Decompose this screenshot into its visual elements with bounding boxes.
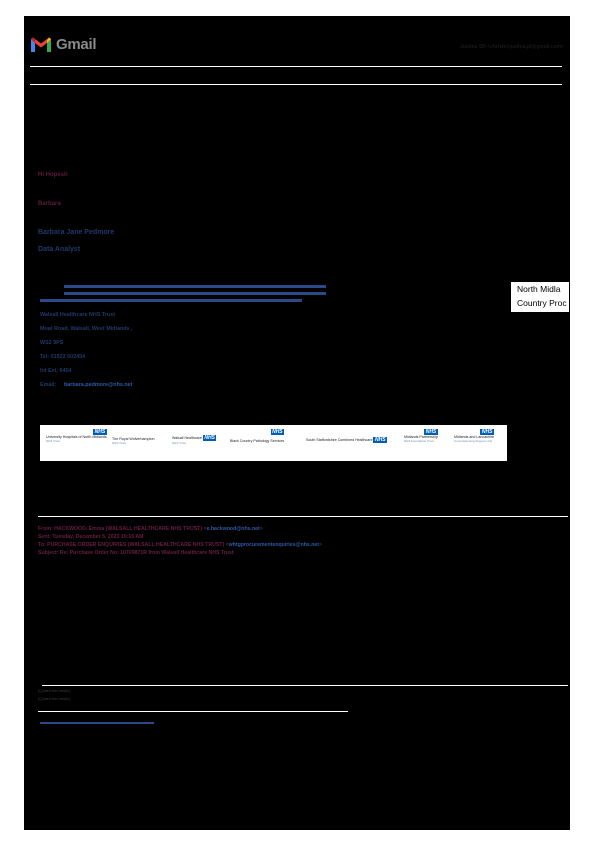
- nhs-partner-logos: [40, 425, 507, 461]
- to-email-link[interactable]: whtgprocurementenquiries@nhs.net: [228, 542, 320, 548]
- cropped-banner-line: Country Proc: [517, 298, 567, 308]
- quoted-text-toggle[interactable]: [Quoted text hidden]: [38, 689, 71, 693]
- signature-extension: Int Ext. 6454: [40, 368, 72, 374]
- nhs-icon: NHS: [481, 429, 493, 435]
- greeting-text: Hi Hopesh: [38, 172, 68, 178]
- from-name: HACKWOOD, Emma (WALSALL HEALTHCARE NHS TRUST) <: [54, 526, 207, 532]
- signature-name: Barbara Jane Pedmore: [38, 229, 115, 236]
- signature-org: Walsall Healthcare NHS Trust: [40, 312, 115, 318]
- logo-royal-wolverhampton: [112, 437, 154, 446]
- gmail-logo[interactable]: [30, 36, 96, 53]
- cropped-banner-image: [511, 282, 569, 312]
- nhs-icon: NHS: [204, 435, 215, 441]
- forwarded-from: [38, 526, 263, 532]
- account-email: Justina SR <christel.justina.pf@gmail.com>: [459, 44, 564, 50]
- gmail-wordmark: Gmail: [56, 36, 97, 53]
- signature-bar: [64, 285, 326, 288]
- from-end: >: [259, 526, 263, 532]
- cropped-banner-line: North Midla: [517, 284, 561, 294]
- quoted-text-toggle[interactable]: [Quoted text hidden]: [38, 697, 71, 701]
- logo-midlands-partnership: [404, 429, 438, 444]
- logo-sub: NHS Trust: [46, 439, 60, 444]
- logo-uhnm: [46, 429, 107, 444]
- from-email-link[interactable]: e.hackwood@nhs.net: [206, 526, 260, 532]
- logo-name: Walsall Healthcare: [172, 436, 202, 440]
- signature-bar: [64, 292, 326, 295]
- logo-sub: NHS Trust: [112, 441, 126, 446]
- quoted-divider: [42, 685, 568, 686]
- to-end: >: [319, 542, 323, 548]
- signature-phone: Tel: 01922 602454: [40, 354, 86, 360]
- logo-name: Black Country Pathology Services: [230, 439, 285, 443]
- nhs-icon: NHS: [425, 429, 437, 435]
- forwarded-subject: Subject: Re: Purchase Order No: 10709871R from Walsall Healthcare NHS Trust: [38, 550, 234, 556]
- signature-address: Moat Road, Walsall, West Midlands ,: [40, 326, 133, 332]
- signature-email-label: Email:: [40, 382, 57, 388]
- logo-sub: NHS Foundation Trust: [404, 439, 434, 444]
- logo-midlands-lancashire: [454, 429, 494, 444]
- logo-black-country: [230, 429, 284, 443]
- logo-south-staffs: [306, 437, 387, 443]
- signature-bar: [40, 299, 302, 302]
- logo-name: Midlands and Lancashire: [454, 435, 494, 439]
- nhs-icon: NHS: [272, 429, 283, 435]
- logo-sub: NHS Trust: [172, 441, 186, 445]
- nhs-icon: NHS: [374, 437, 386, 443]
- logo-walsall: [172, 435, 216, 445]
- signature-postcode: WS2 9PS: [40, 340, 64, 346]
- footer-divider: [38, 711, 348, 712]
- from-label: From:: [38, 526, 55, 532]
- header-divider: [30, 66, 562, 67]
- forwarded-sent: Sent: Tuesday, December 5, 2023 10:15 AM: [38, 534, 144, 540]
- forwarded-to: [38, 542, 322, 548]
- signature-email-link[interactable]: barbara.pedmore@nhs.net: [64, 382, 133, 388]
- to-prefix: To: PURCHASE ORDER ENQUIRIES (WALSALL HEALTHCARE NHS TRUST) <: [38, 542, 229, 548]
- signature-title: Data Analyst: [38, 246, 81, 253]
- email-page: [24, 16, 570, 830]
- nhs-icon: NHS: [94, 429, 106, 435]
- logo-name: University Hospitals of North Midlands: [46, 435, 107, 439]
- logo-name: South Staffordshire Combined Healthcare: [306, 438, 373, 442]
- logo-name: Midlands Partnership: [404, 435, 438, 439]
- logo-sub: Commissioning Support Unit: [454, 439, 493, 444]
- sign-off-text: Barbara: [38, 201, 61, 207]
- gmail-m-icon: [30, 36, 52, 53]
- footer-bar: [40, 722, 154, 724]
- logo-name: The Royal Wolverhampton: [112, 437, 155, 441]
- thread-divider: [30, 84, 562, 85]
- forward-divider: [38, 516, 568, 517]
